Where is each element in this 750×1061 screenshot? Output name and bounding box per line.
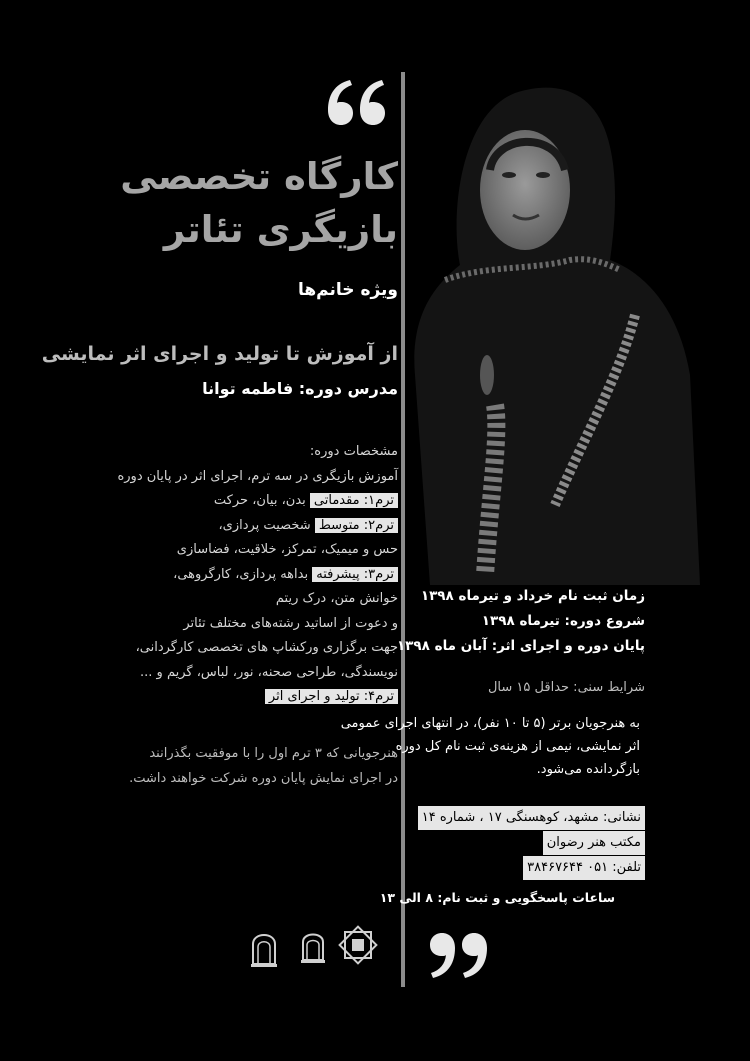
contact-info — [315, 806, 645, 881]
special-for-women: ویژه خانم‌ها — [298, 280, 398, 300]
term3-line2: خوانش متن، درک ریتم — [275, 591, 398, 606]
foundation-logo-icon — [301, 935, 325, 964]
address-line-2: مکتب هنر رضوان — [543, 831, 645, 855]
refund-line-3: بازگردانده می‌شود. — [536, 762, 640, 777]
term3-label: ترم۳: پیشرفته — [312, 567, 398, 582]
registration-date: زمان ثبت نام خرداد و تیرماه ۱۳۹۸ — [420, 588, 645, 604]
close-quote-icon — [425, 918, 495, 988]
specs-intro: آموزش بازیگری در سه ترم، اجرای اثر در پایان دوره — [117, 468, 398, 484]
term2-label: ترم۲: متوسط — [315, 518, 398, 533]
term1-label: ترم۱: مقدماتی — [310, 493, 398, 508]
term1-row — [68, 489, 398, 514]
sponsor-logos — [245, 922, 385, 972]
instructor-photo — [405, 75, 705, 585]
term1-text: بدن، بیان، حرکت — [213, 493, 306, 508]
refund-line-1: به هنرجویان برتر (۵ تا ۱۰ نفر)، در انتهای اجرای عمومی — [340, 716, 640, 731]
term3-line4: جهت برگزاری ورکشاپ های تخصصی کارگردانی، — [135, 640, 398, 655]
refund-line-2: اثر نمایشی، نیمی از هزینه‌ی ثبت نام کل دوره — [395, 739, 640, 754]
term3-text: بداهه پردازی، کارگروهی، — [173, 566, 309, 582]
subtitle: از آموزش تا تولید و اجرای اثر نمایشی — [41, 343, 398, 365]
outro-line-1: هنرجویانی که ۳ ترم اول را با موفقیت بگذرانند — [149, 746, 398, 761]
term2-row — [68, 514, 398, 539]
office-hours: ساعات پاسخگویی و ثبت نام: ۸ الی ۱۳ — [379, 890, 615, 905]
end-date: پایان دوره و اجرای اثر: آبان ماه ۱۳۹۸ — [396, 638, 645, 654]
term2-line2: حس و میمیک، تمرکز، خلاقیت، فضاسازی — [176, 542, 398, 557]
age-requirement: شرایط سنی: حداقل ۱۵ سال — [487, 680, 645, 695]
razavi-star-logo-icon — [340, 927, 377, 964]
outro-line-2: در اجرای نمایش پایان دوره شرکت خواهند داشت. — [129, 771, 398, 786]
instructor: مدرس دوره: فاطمه توانا — [202, 379, 398, 398]
address-line-1: نشانی: مشهد، کوهسنگی ۱۷ ، شماره ۱۴ — [418, 806, 645, 830]
term4-label: ترم۴: تولید و اجرای اثر — [265, 689, 398, 704]
course-specs — [68, 440, 398, 710]
refund-note — [330, 712, 640, 781]
term2-text: شخصیت پردازی، — [218, 517, 311, 533]
title-line-2: بازیگری تئاتر — [163, 208, 398, 251]
title-line-1: کارگاه تخصصی — [120, 155, 398, 198]
workshop-title — [18, 150, 398, 256]
shrine-logo-icon — [251, 935, 277, 967]
course-dates — [315, 584, 645, 659]
specs-heading: مشخصات دوره: — [309, 444, 398, 459]
term3-line5: نویسندگی، طراحی صحنه، نور، لباس، گریم و ... — [140, 664, 398, 680]
term3-line3: و دعوت از اساتید رشته‌های مختلف تئاتر — [183, 615, 398, 631]
open-quote-icon — [320, 70, 390, 140]
phone-number: تلفن: ۰۵۱ ۳۸۴۶۷۶۴۴ — [523, 856, 645, 880]
start-date: شروع دوره: تیرماه ۱۳۹۸ — [481, 613, 645, 629]
